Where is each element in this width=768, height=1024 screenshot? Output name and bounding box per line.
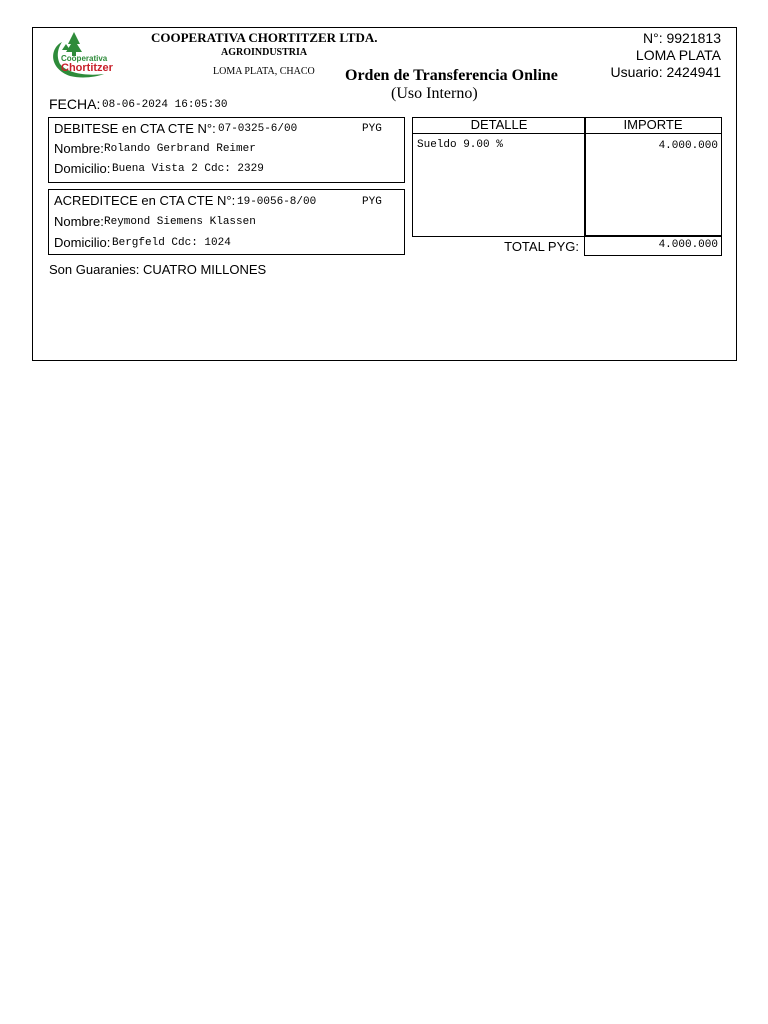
order-number: N°: 9921813	[643, 30, 721, 46]
total-label: TOTAL PYG:	[504, 239, 579, 254]
cooperativa-logo	[48, 30, 128, 80]
debit-account-value: 07-0325-6/00	[218, 123, 298, 135]
debit-name-value: Rolando Gerbrand Reimer	[104, 143, 256, 155]
amount-header: IMPORTE	[623, 117, 683, 132]
detail-row-0-detail: Sueldo 9.00 %	[417, 139, 503, 151]
debit-address-label: Domicilio:	[54, 161, 111, 176]
credit-name-label: Nombre:	[54, 214, 104, 229]
credit-currency: PYG	[362, 196, 382, 208]
debit-name-label: Nombre:	[54, 141, 104, 156]
debit-address-value: Buena Vista 2 Cdc: 2329	[112, 163, 264, 175]
credit-address-value: Bergfeld Cdc: 1024	[112, 237, 231, 249]
detail-row-0-amount: 4.000.000	[658, 140, 718, 152]
chortitzer-logo-icon	[48, 30, 128, 80]
detail-column	[412, 117, 586, 237]
page-title: Orden de Transferencia Online	[345, 67, 558, 84]
total-value: 4.000.000	[658, 239, 718, 251]
order-user: Usuario: 2424941	[610, 64, 721, 80]
debit-account-label: DEBITESE en CTA CTE N°:	[54, 121, 216, 136]
order-city: LOMA PLATA	[635, 47, 721, 63]
logo-line2: Chortitzer	[61, 62, 113, 74]
fecha-label: FECHA:	[49, 96, 101, 112]
detail-header: DETALLE	[470, 117, 528, 132]
debit-currency: PYG	[362, 123, 382, 135]
credit-account-value: 19-0056-8/00	[237, 196, 317, 208]
company-location: LOMA PLATA, CHACO	[213, 66, 315, 77]
credit-account-label: ACREDITECE en CTA CTE N°:	[54, 193, 236, 208]
company-division: AGROINDUSTRIA	[221, 47, 308, 58]
table-header-divider	[412, 133, 722, 134]
fecha-value: 08-06-2024 16:05:30	[102, 99, 228, 111]
amount-column	[584, 117, 722, 237]
credit-address-label: Domicilio:	[54, 235, 111, 250]
logo-line1: Cooperativa	[61, 54, 108, 63]
company-name: COOPERATIVA CHORTITZER LTDA.	[151, 30, 378, 45]
page-subtitle: (Uso Interno)	[391, 85, 478, 102]
amount-in-words: Son Guaranies: CUATRO MILLONES	[49, 262, 267, 277]
credit-name-value: Reymond Siemens Klassen	[104, 216, 256, 228]
